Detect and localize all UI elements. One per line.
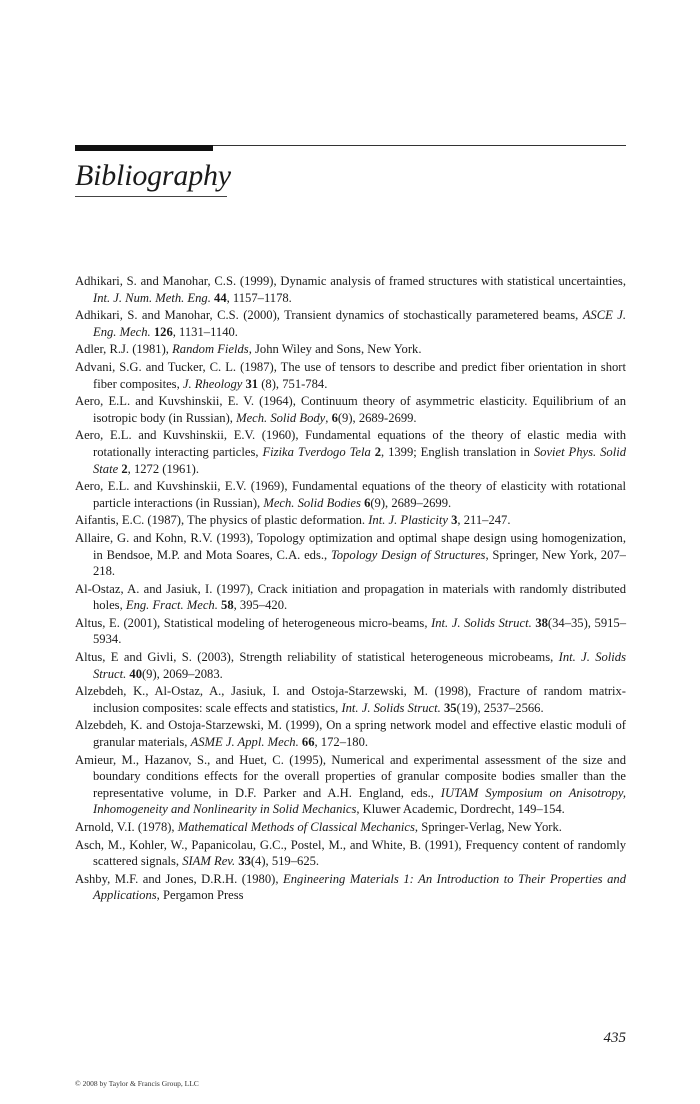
reference-entry — [75, 427, 626, 477]
reference-entry — [75, 683, 626, 716]
reference-italic-text: Mech. Solid Bodies — [263, 495, 361, 510]
reference-volume: 6 — [364, 495, 371, 510]
reference-volume: 31 — [245, 376, 259, 391]
reference-entry — [75, 837, 626, 870]
reference-text: (19), 2537–2566. — [456, 700, 544, 715]
reference-entry — [75, 819, 626, 836]
reference-italic-text: Random Fields — [172, 342, 249, 357]
title-underline — [75, 196, 227, 197]
reference-italic-text: SIAM Rev. — [182, 854, 236, 869]
reference-volume: 38 — [535, 615, 548, 630]
reference-volume: 35 — [443, 700, 457, 715]
reference-volume: 2 — [121, 461, 128, 476]
reference-volume: 40 — [129, 666, 142, 681]
reference-entry — [75, 649, 626, 682]
reference-text: (34–35), 5915–5934. — [93, 615, 627, 647]
reference-text: , 1157–1178. — [226, 290, 292, 305]
reference-volume: 2 — [374, 444, 382, 459]
reference-text: (9), 2689–2699. — [370, 495, 452, 510]
reference-italic-text: Int. J. Solids Struct. — [341, 700, 441, 715]
reference-text: (8), 751-784. — [258, 376, 328, 391]
reference-volume: 58 — [221, 598, 234, 613]
reference-text: Aero, E.L. and Kuvshinskii, E.V. (1969), Fundamental equations of the theory of elasticity with rotational particle interactions (in Russian), — [75, 479, 626, 510]
reference-text: Arnold, V.I. (1978), — [75, 820, 178, 834]
reference-text: , John Wiley and Sons, New York. — [248, 342, 422, 357]
reference-italic-text: Int. J. Num. Meth. Eng. — [93, 290, 211, 305]
reference-text: , — [325, 410, 332, 425]
reference-entry — [75, 512, 626, 529]
reference-volume: 126 — [153, 324, 173, 339]
reference-text: (9), 2689-2699. — [337, 410, 417, 425]
reference-entry — [75, 393, 626, 426]
reference-entry — [75, 359, 626, 392]
reference-text: Al-Ostaz, A. and Jasiuk, I. (1997), Crack initiation and propagation in materials with randomly distributed holes, — [75, 581, 626, 613]
reference-entry — [75, 717, 626, 750]
reference-italic-text: Soviet Phys. Solid State — [93, 444, 626, 476]
reference-entry — [75, 871, 626, 904]
reference-italic-text: Int. J. Plasticity — [368, 513, 448, 528]
reference-italic-text: Fizika Tverdogo Tela — [262, 444, 371, 459]
reference-text: , Pergamon Press — [156, 888, 244, 903]
reference-text: (4), 519–625. — [250, 854, 320, 869]
reference-text: , 211–247. — [457, 513, 511, 528]
reference-volume: 44 — [214, 290, 227, 305]
reference-italic-text: Mech. Solid Body — [236, 410, 326, 425]
copyright-notice: © 2008 by Taylor & Francis Group, LLC — [75, 1079, 199, 1088]
reference-entry — [75, 615, 626, 648]
reference-text: (9), 2069–2083. — [141, 666, 223, 681]
reference-text: Alzebdeh, K., Al-Ostaz, A., Jasiuk, I. and Ostoja-Starzewski, M. (1998), Fracture of random matrix-inclusion composites: scale effects and statistics, — [75, 684, 626, 715]
reference-text: , Springer-Verlag, New York. — [414, 820, 562, 834]
reference-entry — [75, 478, 626, 511]
reference-text: , 1399; English translation in — [381, 444, 534, 459]
reference-text: , Springer, New York, 207–218. — [93, 547, 626, 579]
reference-text: Adhikari, S. and Manohar, C.S. (1999), Dynamic analysis of framed structures with statistical uncertainties, — [75, 274, 626, 288]
reference-italic-text: Mathematical Methods of Classical Mechanics — [177, 820, 415, 834]
reference-list — [75, 273, 626, 905]
reference-volume: 66 — [301, 735, 315, 750]
reference-volume: 6 — [331, 410, 338, 425]
reference-text: Adler, R.J. (1981), — [75, 342, 173, 357]
reference-italic-text: ASCE J. Eng. Mech. — [93, 308, 626, 339]
reference-entry — [75, 530, 626, 580]
reference-volume: 33 — [238, 854, 251, 869]
reference-text: Amieur, M., Hazanov, S., and Huet, C. (1995), Numerical and experimental assessment of the size and boundary conditions effects for the overall properties of granular composite bodies smaller than the representative volume, in D.F. Parker and A.H. England, eds., — [75, 752, 626, 800]
reference-text: , 395–420. — [233, 598, 288, 613]
reference-text: , Kluwer Academic, Dordrecht, 149–154. — [356, 802, 565, 817]
reference-volume: 3 — [451, 513, 458, 528]
reference-text: Alzebdeh, K. and Ostoja-Starzewski, M. (1999), On a spring network model and effective elastic moduli of granular materials, — [75, 718, 626, 750]
reference-text: Altus, E. (2001), Statistical modeling of heterogeneous micro-beams, — [75, 615, 432, 630]
reference-text: , 1131–1140. — [172, 324, 238, 339]
chapter-title: Bibliography — [75, 159, 231, 192]
reference-text: Aero, E.L. and Kuvshinskii, E.V. (1960), Fundamental equations of the theory of elastic media with rotationally interacting particles, — [75, 428, 626, 459]
reference-text: Aifantis, E.C. (1987), The physics of plastic deformation. — [75, 513, 369, 528]
reference-text: , 1272 (1961). — [127, 461, 199, 476]
reference-entry — [75, 581, 626, 614]
reference-entry — [75, 752, 626, 818]
reference-text: Allaire, G. and Kohn, R.V. (1993), Topology optimization and optimal shape design using homogenization, in Bendsoe, M.P. and Mota Soares, C.A. eds., — [75, 530, 626, 562]
reference-italic-text: Engineering Materials 1: An Introduction to Their Properties and Applications — [93, 871, 626, 903]
reference-italic-text: IUTAM Symposium on Anisotropy, Inhomogeneity and Nonlinearity in Solid Mechanics — [93, 785, 626, 817]
reference-entry — [75, 341, 626, 358]
reference-italic-text: ASME J. Appl. Mech. — [190, 735, 299, 750]
reference-text: Ashby, M.F. and Jones, D.R.H. (1980), — [75, 871, 284, 886]
reference-entry — [75, 273, 626, 306]
reference-text: Adhikari, S. and Manohar, C.S. (2000), Transient dynamics of stochastically parametered beams, — [75, 308, 583, 323]
reference-italic-text: Eng. Fract. Mech. — [125, 598, 218, 613]
reference-text: Advani, S.G. and Tucker, C. L. (1987), The use of tensors to describe and predict fiber orientation in short fiber composites, — [75, 359, 626, 391]
reference-italic-text: Topology Design of Structures — [330, 547, 486, 562]
reference-italic-text: Int. J. Solids Struct. — [93, 650, 627, 681]
reference-italic-text: J. Rheology — [182, 376, 243, 391]
reference-text: , 172–180. — [314, 735, 369, 750]
page-number: 435 — [603, 1030, 626, 1046]
reference-text: Asch, M., Kohler, W., Papanicolau, G.C., Postel, M., and White, B. (1991), Frequency content of randomly scattered signals, — [75, 837, 626, 869]
reference-italic-text: Int. J. Solids Struct. — [431, 615, 532, 630]
reference-entry — [75, 307, 626, 340]
header-rule-thick — [75, 145, 213, 151]
reference-text: Altus, E and Givli, S. (2003), Strength reliability of statistical heterogeneous microbeams, — [75, 650, 559, 665]
reference-text: Aero, E.L. and Kuvshinskii, E. V. (1964), Continuum theory of asymmetric elasticity. Equilibrium of an isotropic body (in Russian), — [75, 394, 626, 425]
